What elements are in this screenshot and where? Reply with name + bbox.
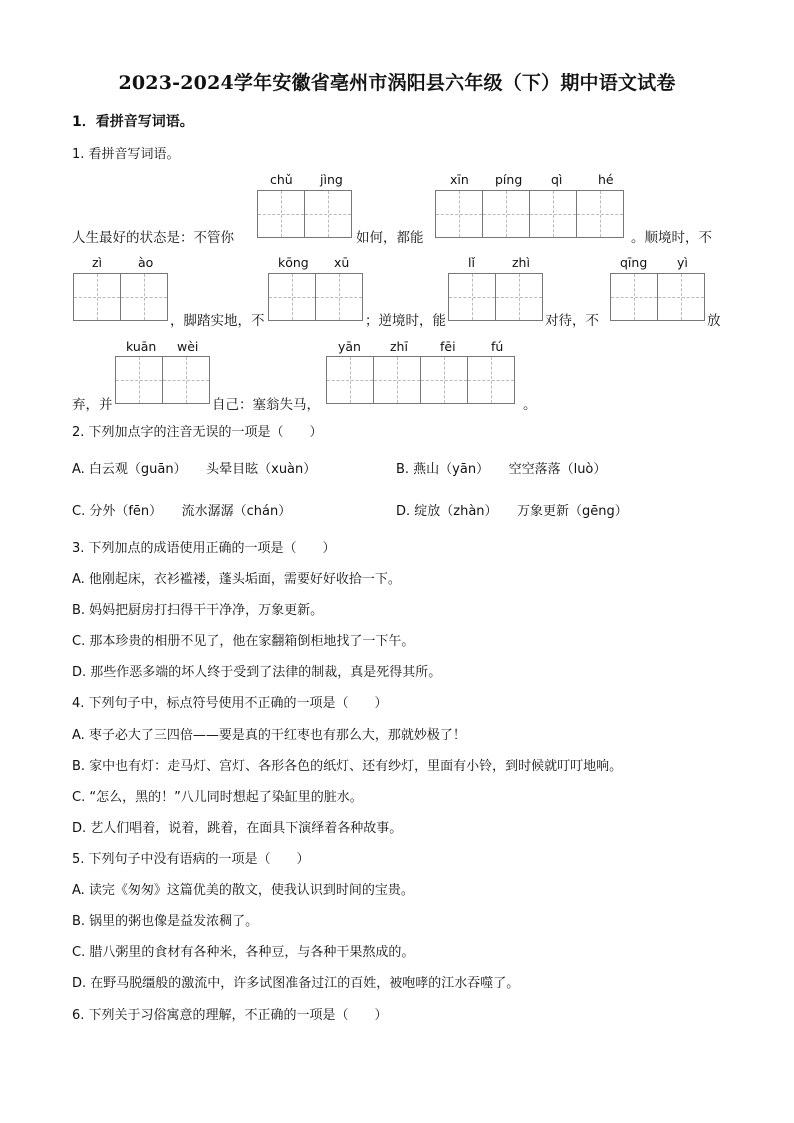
pinyin: qīng bbox=[620, 255, 648, 270]
q1-stem: 1. 看拼音写词语。 bbox=[72, 147, 180, 162]
pinyin: fú bbox=[491, 339, 504, 354]
section-heading: 1．看拼音写词语。 bbox=[72, 114, 194, 130]
writing-grid[interactable] bbox=[610, 273, 705, 321]
pinyin: lǐ bbox=[468, 255, 475, 270]
q6-stem: 6. 下列关于习俗寓意的理解，不正确的一项是（ ） bbox=[72, 1008, 388, 1023]
q4-stem: 4. 下列句子中，标点符号使用不正确的一项是（ ） bbox=[72, 696, 388, 711]
passage-text: 。顺境时，不 bbox=[631, 230, 712, 246]
option-c[interactable]: C. “怎么，黑的！”八儿同时想起了染缸里的脏水。 bbox=[72, 790, 363, 805]
passage-text: ；逆境时，能 bbox=[365, 313, 446, 329]
option-a[interactable]: A. 读完《匆匆》这篇优美的散文，使我认识到时间的宝贵。 bbox=[72, 883, 414, 898]
q2-stem: 2. 下列加点字的注音无误的一项是（ ） bbox=[72, 425, 323, 440]
option-c[interactable]: C. 那本珍贵的相册不见了，他在家翻箱倒柜地找了一下午。 bbox=[72, 634, 415, 649]
writing-grid[interactable] bbox=[326, 356, 515, 404]
q5-stem: 5. 下列句子中没有语病的一项是（ ） bbox=[72, 852, 310, 867]
writing-grid[interactable] bbox=[73, 273, 168, 321]
option-b[interactable]: B. 燕山（yān） 空空落落（luò） bbox=[396, 462, 607, 477]
passage-text: 对待，不 bbox=[545, 313, 599, 329]
writing-grid[interactable] bbox=[115, 356, 210, 404]
option-d[interactable]: D. 艺人们唱着，说着，跳着，在面具下演绎着各种故事。 bbox=[72, 821, 403, 836]
writing-grid[interactable] bbox=[268, 273, 363, 321]
option-d[interactable]: D. 在野马脱缰般的激流中，许多试图准备过江的百姓，被咆哮的江水吞噬了。 bbox=[72, 976, 520, 991]
passage-text: 放 bbox=[707, 313, 721, 329]
page-title: 2023-2024学年安徽省亳州市涡阳县六年级（下）期中语文试卷 bbox=[118, 72, 676, 94]
pinyin: fēi bbox=[440, 339, 456, 354]
pinyin: zhī bbox=[390, 339, 408, 354]
option-a[interactable]: A. 枣子必大了三四倍——要是真的干红枣也有那么大，那就妙极了！ bbox=[72, 728, 466, 743]
option-b[interactable]: B. 妈妈把厨房打扫得干干净净，万象更新。 bbox=[72, 603, 324, 618]
option-b[interactable]: B. 锅里的粥也像是益发浓稠了。 bbox=[72, 914, 259, 929]
pinyin: xīn bbox=[450, 172, 469, 187]
option-d[interactable]: D. 那些作恶多端的坏人终于受到了法律的制裁，真是死得其所。 bbox=[72, 665, 442, 680]
pinyin: zì bbox=[92, 255, 103, 270]
pinyin: kuān bbox=[126, 339, 157, 354]
pinyin: yān bbox=[338, 339, 361, 354]
option-c[interactable]: C. 分外（fēn） 流水潺潺（chán） bbox=[72, 504, 292, 519]
writing-grid[interactable] bbox=[448, 273, 543, 321]
option-b[interactable]: B. 家中也有灯：走马灯、宫灯、各形各色的纸灯、还有纱灯，里面有小铃，到时候就叮叮地响。 bbox=[72, 759, 623, 774]
pinyin: kōng bbox=[278, 255, 309, 270]
pinyin: wèi bbox=[177, 339, 199, 354]
writing-grid[interactable] bbox=[257, 190, 352, 238]
pinyin: jìng bbox=[320, 172, 343, 187]
pinyin: píng bbox=[495, 172, 523, 187]
option-c[interactable]: C. 腊八粥里的食材有各种米，各种豆，与各种干果熬成的。 bbox=[72, 945, 415, 960]
pinyin: xū bbox=[334, 255, 350, 270]
passage-text: 。 bbox=[523, 397, 537, 413]
option-d[interactable]: D. 绽放（zhàn） 万象更新（gēng） bbox=[396, 504, 628, 519]
q3-stem: 3. 下列加点的成语使用正确的一项是（ ） bbox=[72, 541, 336, 556]
passage-text: 弃，并 bbox=[72, 397, 113, 413]
passage-text: 如何，都能 bbox=[356, 230, 424, 246]
passage-text: ，脚踏实地，不 bbox=[170, 313, 265, 329]
pinyin: ào bbox=[138, 255, 154, 270]
pinyin: hé bbox=[598, 172, 614, 187]
writing-grid[interactable] bbox=[435, 190, 624, 238]
pinyin: chǔ bbox=[270, 172, 293, 187]
option-a[interactable]: A. 他刚起床，衣衫褴褛，蓬头垢面，需要好好收拾一下。 bbox=[72, 572, 401, 587]
pinyin: qì bbox=[551, 172, 563, 187]
option-a[interactable]: A. 白云观（guān） 头晕目眩（xuàn） bbox=[72, 462, 317, 477]
pinyin: yì bbox=[677, 255, 688, 270]
passage-text: 人生最好的状态是：不管你 bbox=[72, 230, 234, 246]
passage-text: 自己：塞翁失马， bbox=[212, 397, 320, 413]
pinyin: zhì bbox=[512, 255, 530, 270]
